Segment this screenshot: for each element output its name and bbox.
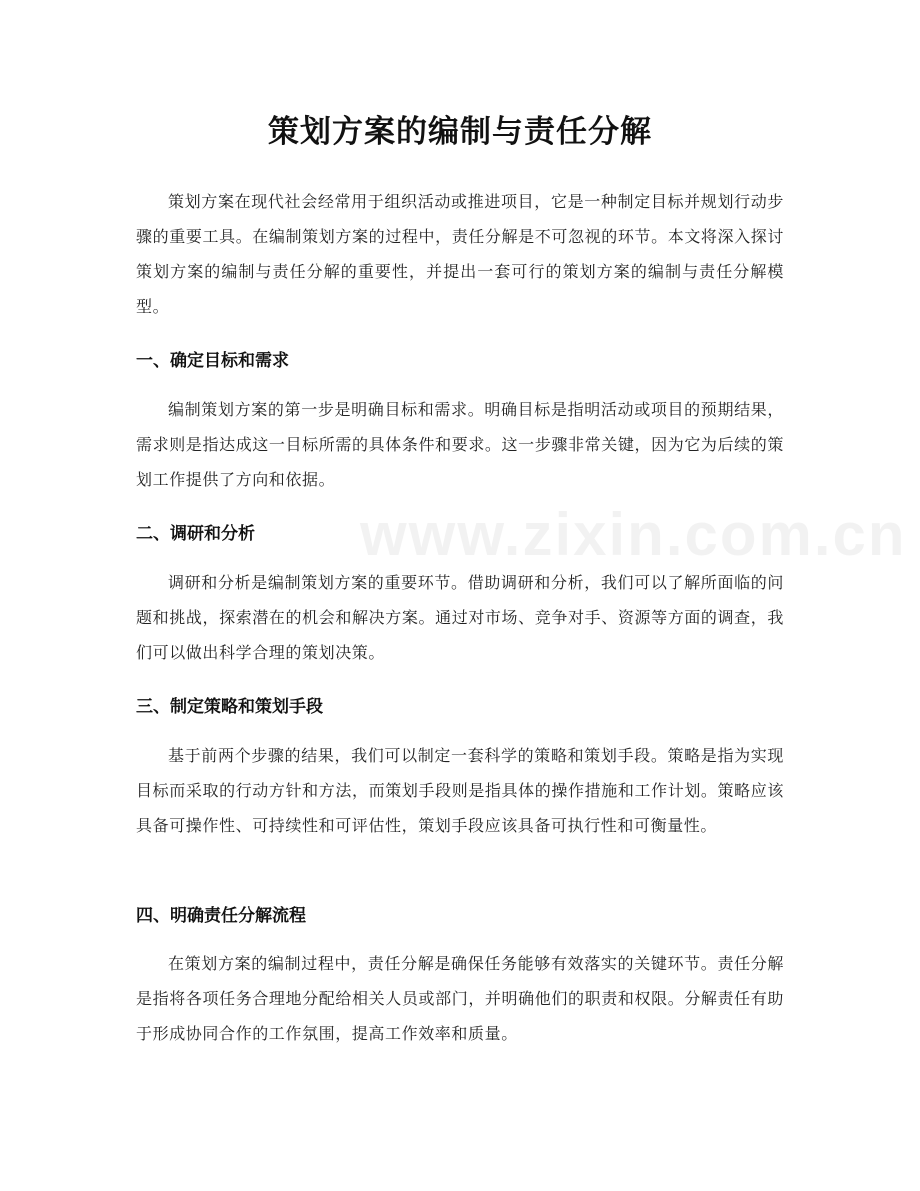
section-paragraph: 在策划方案的编制过程中，责任分解是确保任务能够有效落实的关键环节。责任分解是指将各项任务合理地分配给相关人员或部门，并明确他们的职责和权限。分解责任有助于形成协同合作的工作氛围，提高工作效率和质量。 <box>136 954 784 1043</box>
watermark-text: www.zixin.com.cn <box>360 501 907 568</box>
section-heading: 二、调研和分析 <box>136 524 255 544</box>
section-heading: 三、制定策略和策划手段 <box>136 697 323 717</box>
section-paragraph: 调研和分析是编制策划方案的重要环节。借助调研和分析，我们可以了解所面临的问题和挑战，探索潜在的机会和解决方案。通过对市场、竞争对手、资源等方面的调查，我们可以做出科学合理的策划决策。 <box>136 573 784 662</box>
section-heading: 一、确定目标和需求 <box>136 351 289 371</box>
intro-paragraph: 策划方案在现代社会经常用于组织活动或推进项目，它是一种制定目标并规划行动步骤的重要工具。在编制策划方案的过程中，责任分解是不可忽视的环节。本文将深入探讨策划方案的编制与责任分解的重要性，并提出一套可行的策划方案的编制与责任分解模型。 <box>136 192 784 316</box>
section-heading: 四、明确责任分解流程 <box>136 906 306 926</box>
section-paragraph: 编制策划方案的第一步是明确目标和需求。明确目标是指明活动或项目的预期结果，需求则是指达成这一目标所需的具体条件和要求。这一步骤非常关键，因为它为后续的策划工作提供了方向和依据。 <box>136 400 784 489</box>
section-paragraph: 基于前两个步骤的结果，我们可以制定一套科学的策略和策划手段。策略是指为实现目标而采取的行动方针和方法，而策划手段则是指具体的操作措施和工作计划。策略应该具备可操作性、可持续性和可评估性，策划手段应该具备可执行性和可衡量性。 <box>136 746 784 835</box>
document-title: 策划方案的编制与责任分解 <box>268 114 652 150</box>
